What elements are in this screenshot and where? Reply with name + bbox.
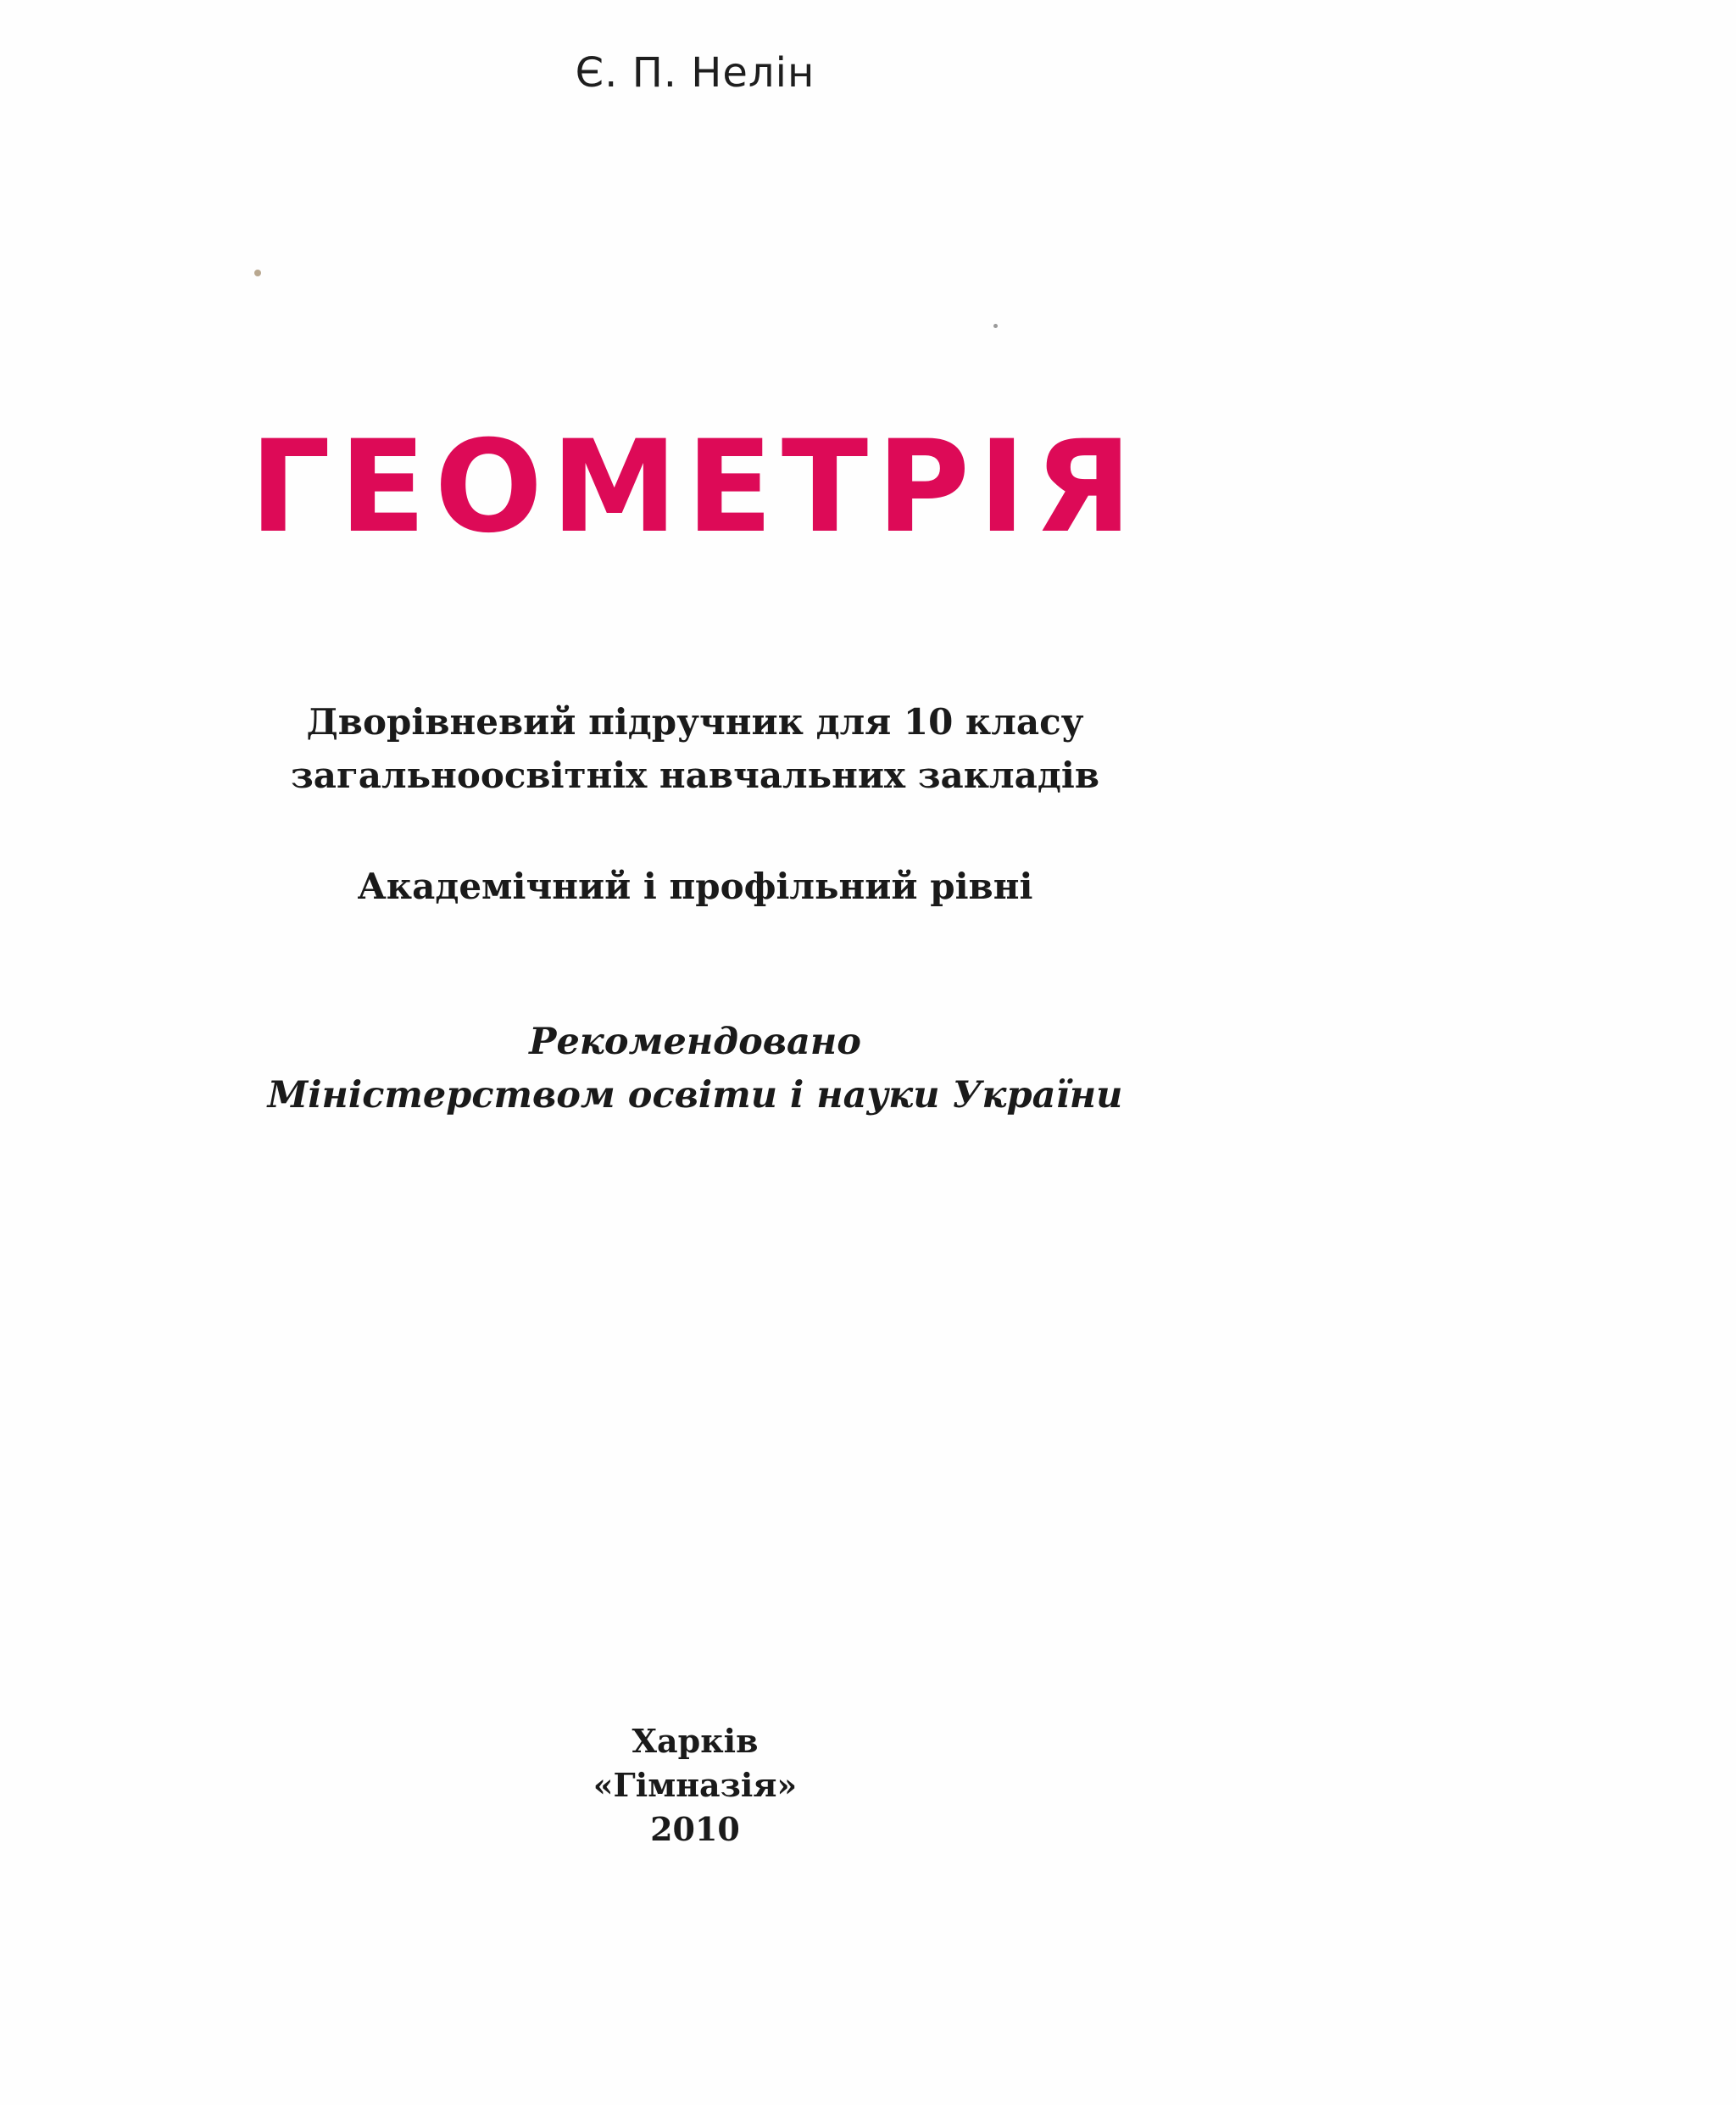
recommendation-line-2: Міністерством освіти і науки України — [267, 1074, 1123, 1117]
print-speck — [254, 270, 261, 276]
author-name: Є. П. Нелін — [575, 49, 815, 97]
book-title: ГЕОМЕТРІЯ — [249, 414, 1141, 561]
imprint-publisher: «Гімназія» — [593, 1766, 798, 1804]
subtitle-line-1: Дворівневий підручник для 10 класу — [306, 701, 1084, 743]
recommendation-line-1: Рекомендовано — [529, 1021, 861, 1063]
imprint-year: 2010 — [650, 1810, 740, 1848]
imprint-city: Харків — [632, 1722, 759, 1760]
book-subtitle — [85, 695, 1305, 802]
recommendation — [85, 1016, 1305, 1122]
level-note: Академічний і профільний рівні — [357, 866, 1033, 907]
imprint — [85, 1719, 1305, 1852]
subtitle-line-2: загальноосвітніх навчальних закладів — [290, 755, 1100, 796]
print-speck — [993, 324, 998, 328]
